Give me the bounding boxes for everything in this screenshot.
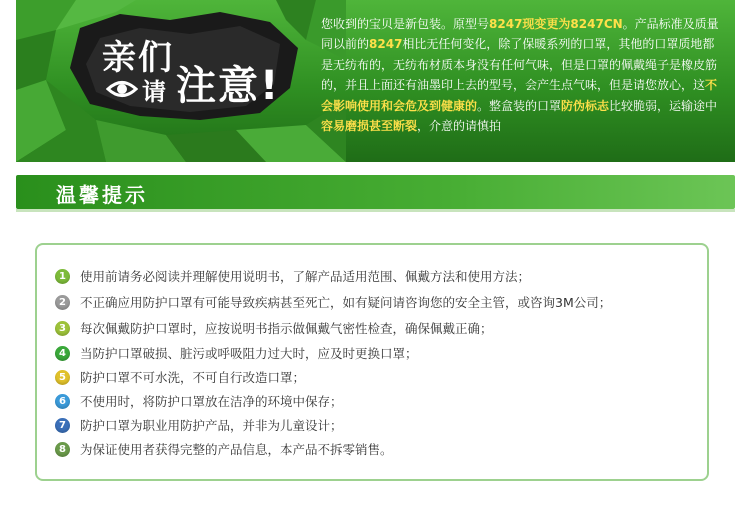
tip-text: 当防护口罩破损、脏污或呼吸阻力过大时，应及时更换口罩； [80, 346, 418, 361]
notice-highlight: 8247 [369, 37, 403, 52]
banner-heading-zhuyi: 注意! [176, 63, 281, 109]
number-badge-icon: 6 [55, 394, 70, 409]
tip-item [55, 290, 611, 314]
tip-item [55, 437, 393, 461]
eye-icon [106, 78, 138, 100]
tip-text: 为保证使用者获得完整的产品信息，本产品不拆零销售。 [80, 442, 393, 457]
banner-heading-qing: 请 [142, 78, 166, 106]
notice-highlight: 8247现变更为8247CN [489, 17, 623, 31]
tip-text: 使用前请务必阅读并理解使用说明书，了解产品适用范围、佩戴方法和使用方法； [80, 269, 531, 284]
notice-text-segment: 比较脆弱，运输途中 [609, 98, 718, 113]
tip-item [55, 341, 418, 365]
number-badge-icon: 7 [55, 418, 70, 433]
number-badge-icon: 3 [55, 321, 70, 336]
tip-item [55, 316, 493, 340]
tip-text: 每次佩戴防护口罩时，应按说明书指示做佩戴气密性检查，确保佩戴正确； [80, 321, 493, 336]
tips-box [35, 243, 709, 481]
notice-highlight: 不会影响使用和会危及到健康的 [321, 78, 718, 113]
number-badge-icon: 1 [55, 269, 70, 284]
section-title: 温馨提示 [56, 183, 148, 207]
section-header [16, 175, 735, 209]
notice-text-segment: 相比无任何变化，除了保暖系列的口罩，其他的口罩质地都是无纺布的，无纺布材质本身没有任何气味，但是口罩的佩戴绳子是橡皮筋的，并且上面还有油墨印上去的型号，会产生点气味，但是请您放心，这 [321, 37, 718, 93]
notice-highlight: 容易磨损甚至断裂 [321, 119, 418, 134]
number-badge-icon: 8 [55, 442, 70, 457]
tip-text: 不正确应用防护口罩有可能导致疾病甚至死亡，如有疑问请咨询您的安全主管，或咨询3M公司； [80, 295, 612, 310]
tip-item [55, 389, 343, 413]
number-badge-icon: 5 [55, 370, 70, 385]
tip-text: 防护口罩为职业用防护产品，并非为儿童设计； [80, 418, 343, 433]
tip-text: 不使用时，将防护口罩放在洁净的环境中保存； [80, 394, 343, 409]
notice-banner [16, 0, 735, 162]
section-divider [16, 209, 735, 212]
tip-item [55, 413, 343, 437]
tip-item [55, 365, 305, 389]
notice-text-segment: 您收到的宝贝是新包装。原型号 [321, 17, 490, 31]
notice-text-segment: 。整盒装的口罩 [477, 98, 562, 113]
notice-text-segment: 。产品标准及质量同以前的 [321, 17, 719, 52]
number-badge-icon: 4 [55, 346, 70, 361]
tip-item [55, 264, 530, 288]
notice-text-segment: ，介意的请慎拍 [417, 119, 502, 134]
banner-heading-qinmen: 亲们 [102, 38, 174, 78]
tip-text: 防护口罩不可水洗，不可自行改造口罩； [80, 370, 306, 385]
notice-highlight: 防伪标志 [561, 98, 610, 113]
notice-paragraph [321, 14, 723, 136]
number-badge-icon: 2 [55, 295, 70, 310]
